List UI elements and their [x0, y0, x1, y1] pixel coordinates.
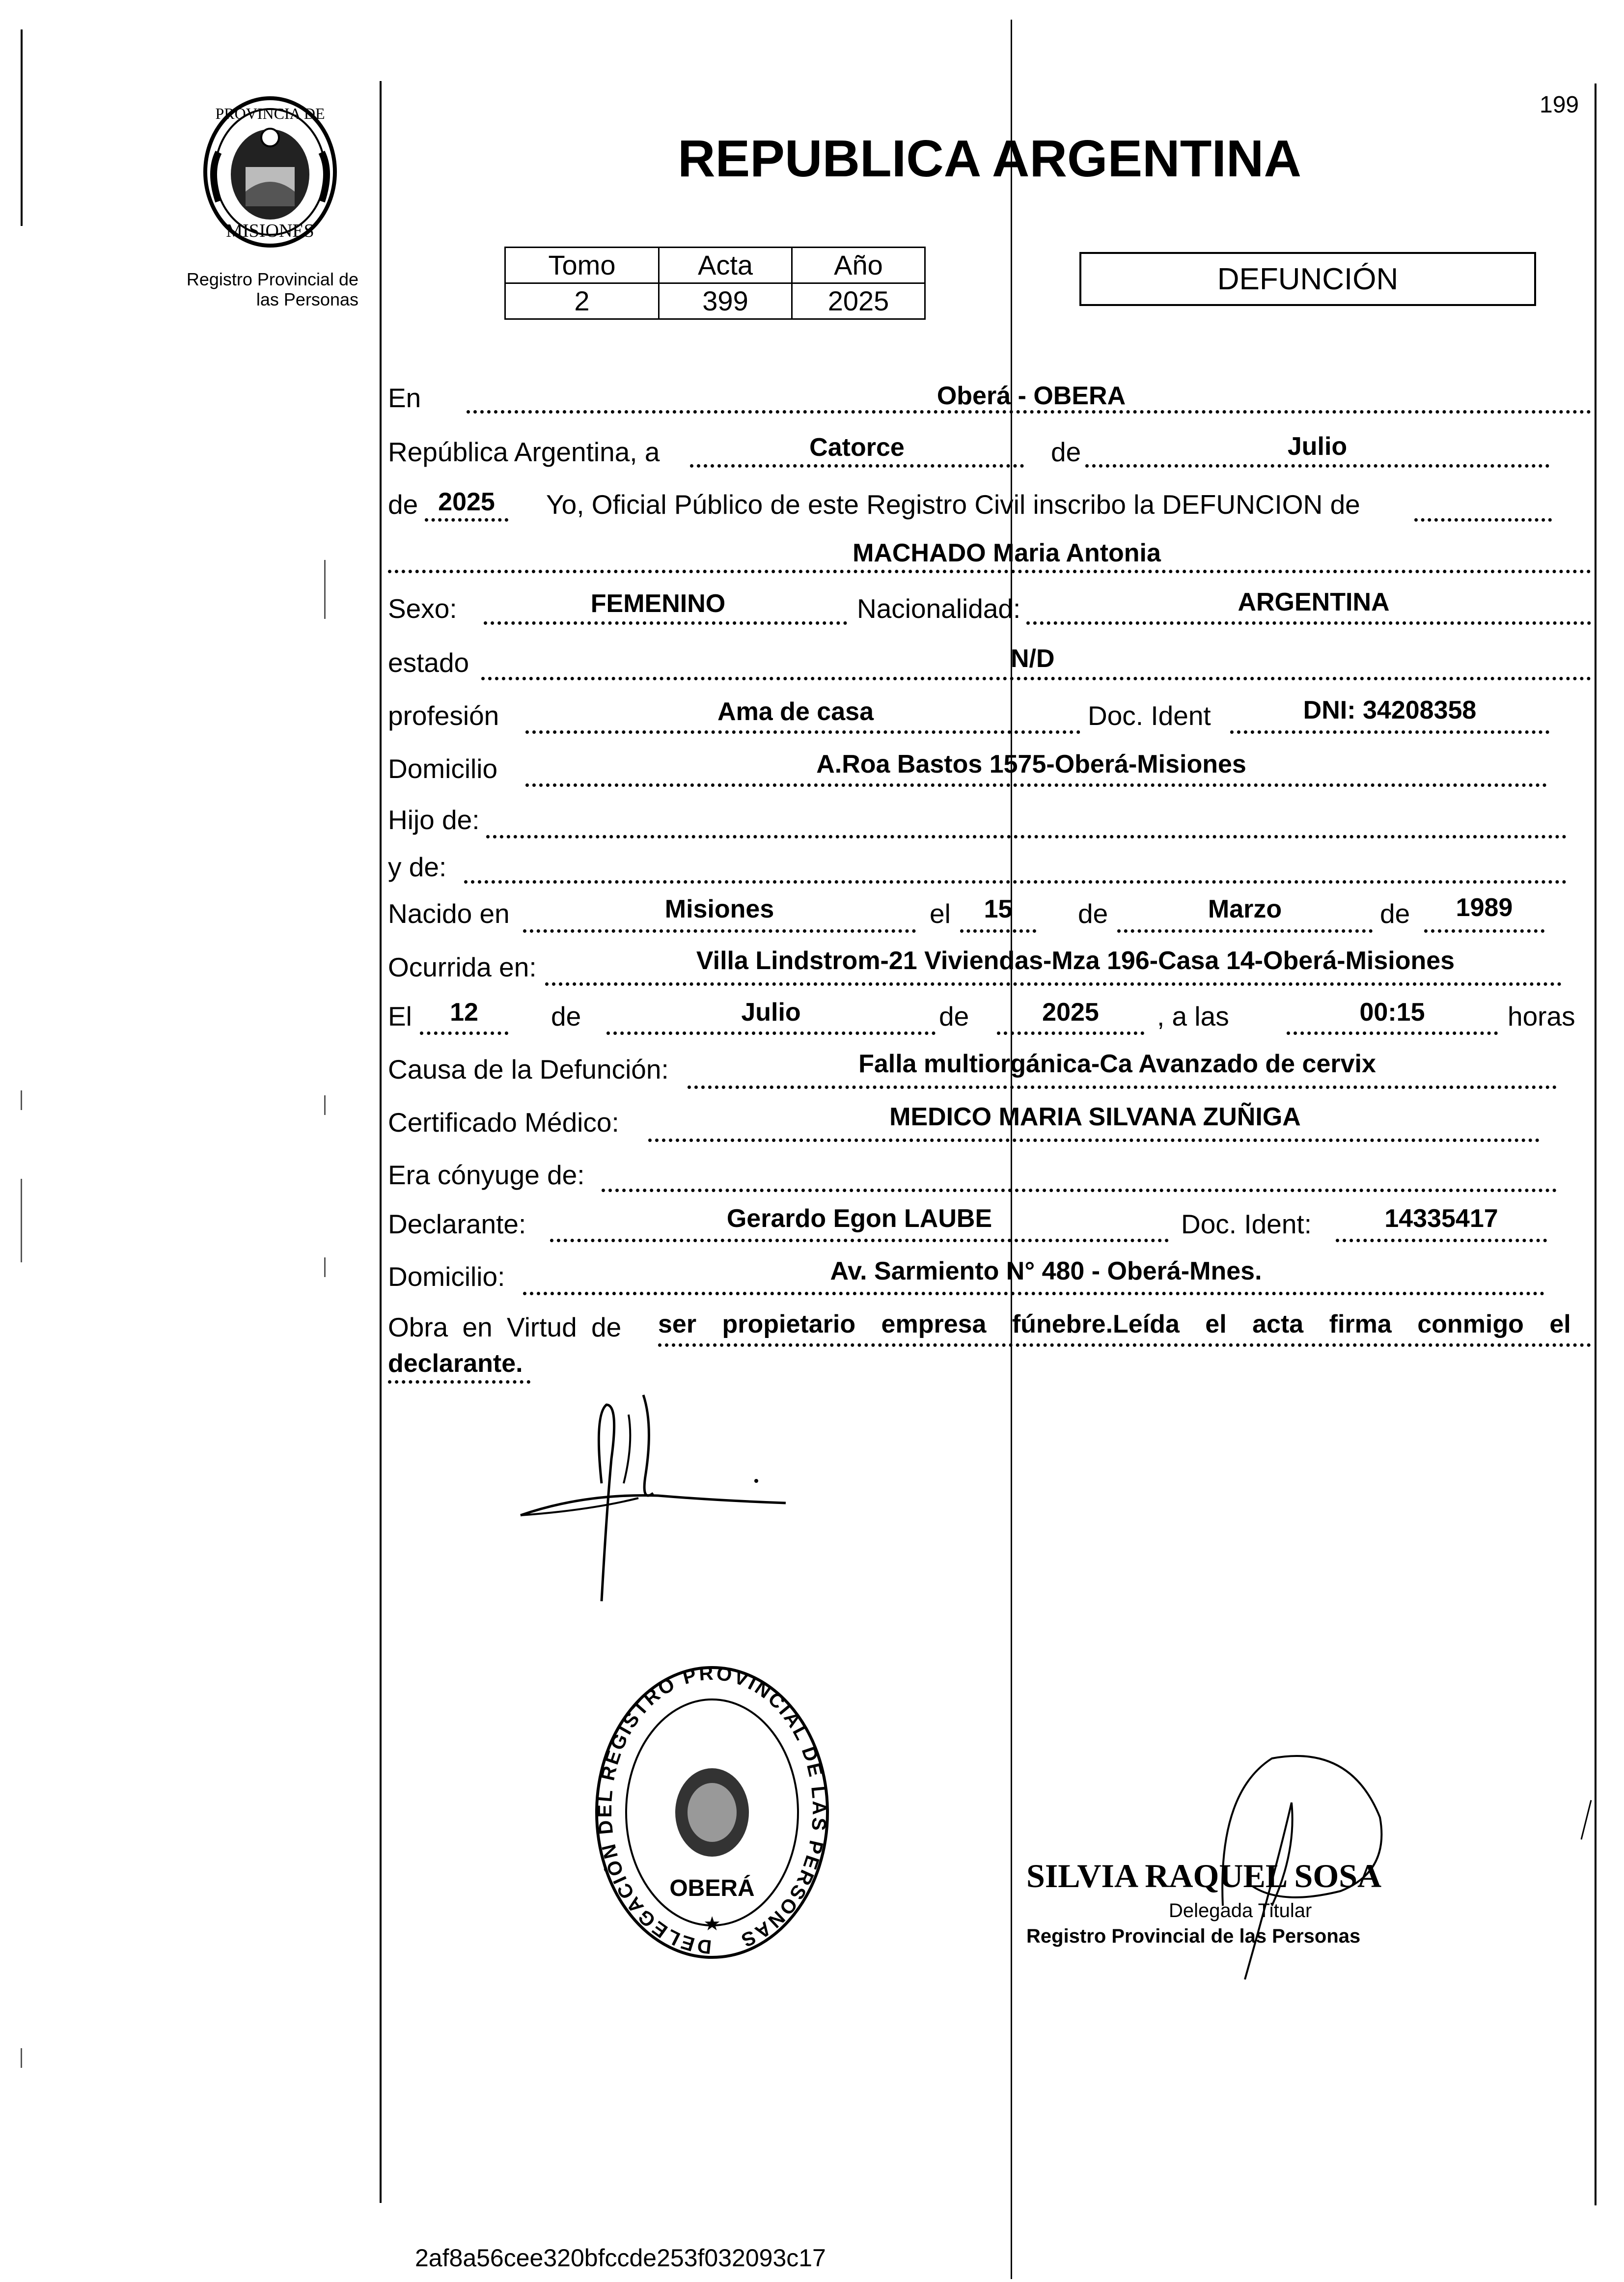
estado-line [481, 677, 1591, 680]
de-label: de [551, 1001, 581, 1031]
acta-value: 399 [659, 283, 792, 319]
el-label: el [930, 898, 951, 929]
record-number-table [504, 247, 926, 320]
obra-line [658, 1343, 1591, 1347]
inscribe-text: Yo, Oficial Público de este Registro Civil inscribo la DEFUNCION de [546, 489, 1360, 520]
de-label: de [1051, 437, 1081, 467]
death-time-line [1287, 1031, 1498, 1035]
birth-month-value: Marzo [1208, 895, 1282, 923]
hijo-line [486, 835, 1567, 838]
inscribe-line-end [1414, 518, 1552, 522]
causa-line [688, 1085, 1557, 1089]
de-label: de [1380, 898, 1410, 929]
day-words-line [690, 464, 1024, 468]
nacido-label: Nacido en [388, 898, 510, 929]
tomo-header: Tomo [505, 248, 659, 283]
sexo-value: FEMENINO [590, 589, 726, 618]
nacido-value: Misiones [664, 895, 774, 923]
doc-ident-label: Doc. Ident: [1181, 1209, 1312, 1239]
death-year-value: 2025 [1042, 998, 1099, 1027]
causa-value: Falla multiorgánica-Ca Avanzado de cervix [858, 1050, 1376, 1078]
certificado-label: Certificado Médico: [388, 1107, 619, 1138]
profesion-line [525, 730, 1080, 734]
declarante-line [550, 1239, 1169, 1242]
y-de-line [464, 880, 1567, 884]
y-de-label: y de: [388, 852, 447, 882]
month-value: Julio [1287, 432, 1348, 461]
name-line [388, 570, 1591, 573]
place-value: Oberá - OBERA [936, 382, 1126, 410]
doc-label: Doc. Ident [1088, 700, 1211, 731]
declarante-doc-line [1336, 1239, 1547, 1242]
conyuge-line [602, 1189, 1557, 1192]
anio-value: 2025 [792, 283, 925, 319]
republic-label: República Argentina, a [388, 437, 660, 467]
death-month-value: Julio [741, 998, 801, 1027]
birth-day-value: 15 [984, 895, 1013, 923]
domicilio-line [525, 783, 1547, 787]
svg-text:OBERÁ: OBERÁ [669, 1875, 755, 1901]
domicilio2-line [523, 1292, 1544, 1295]
acta-header: Acta [659, 248, 792, 283]
ocurrida-label: Ocurrida en: [388, 952, 537, 982]
doc-value: DNI: 34208358 [1303, 696, 1477, 724]
day-words-value: Catorce [809, 433, 905, 462]
el-label: El [388, 1001, 412, 1031]
left-margin-line [21, 29, 23, 226]
conyuge-label: Era cónyuge de: [388, 1160, 585, 1190]
registry-caption: Registro Provincial de las Personas [186, 269, 358, 310]
record-type: DEFUNCIÓN [1217, 262, 1399, 296]
nacionalidad-label: Nacionalidad: [857, 593, 1021, 624]
document-hash: 2af8a56cee320bfccde253f032093c17 [415, 2244, 826, 2272]
margin-tick [324, 1257, 326, 1277]
declarante-label: Declarante: [388, 1209, 526, 1239]
obra-line2 [388, 1380, 530, 1384]
declarante-doc-value: 14335417 [1384, 1204, 1498, 1233]
de-label: de [388, 489, 418, 520]
svg-text:★: ★ [703, 1913, 721, 1935]
horas-label: horas [1508, 1001, 1575, 1031]
estado-value: N/D [1011, 644, 1055, 673]
official-office: Registro Provincial de las Personas [1026, 1925, 1361, 1947]
certificado-line [648, 1139, 1540, 1142]
declarante-value: Gerardo Egon LAUBE [726, 1204, 992, 1233]
anio-header: Año [792, 248, 925, 283]
form-right-border [1595, 83, 1596, 2205]
birth-day-line [960, 929, 1036, 933]
margin-tick [21, 1179, 22, 1262]
month-line [1085, 464, 1549, 468]
en-label: En [388, 383, 421, 413]
de-label: de [939, 1001, 969, 1031]
misiones-coat-of-arms-logo [199, 93, 341, 250]
svg-text:DELEGACIÓN DEL REGISTRO PROVIN: DELEGACIÓN DEL REGISTRO PROVINCIAL DE LAS PERSONAS [594, 1665, 830, 1958]
sexo-label: Sexo: [388, 593, 457, 624]
page-number: 199 [1540, 92, 1579, 118]
certificado-value: MEDICO MARIA SILVANA ZUÑIGA [889, 1103, 1301, 1131]
official-title: Delegada Titular [1169, 1900, 1312, 1921]
svg-text:PROVINCIA DE: PROVINCIA DE [215, 105, 325, 122]
hijo-label: Hijo de: [388, 805, 480, 835]
official-name: SILVIA RAQUEL SOSA [1026, 1857, 1382, 1894]
margin-tick [21, 2048, 22, 2068]
obra-text: ser propietario empresa fúnebre.Leída el acta firma conmigo el [658, 1310, 1571, 1338]
form-left-border [380, 81, 382, 2203]
estado-label: estado [388, 647, 469, 678]
death-month-line [606, 1031, 936, 1035]
death-day-value: 12 [450, 998, 478, 1027]
tomo-value: 2 [505, 283, 659, 319]
domicilio2-label: Domicilio: [388, 1261, 505, 1292]
death-time-value: 00:15 [1359, 998, 1425, 1027]
registry-stamp [594, 1665, 830, 1960]
domicilio-value: A.Roa Bastos 1575-Oberá-Misiones [816, 750, 1246, 779]
declarant-signature [511, 1385, 805, 1621]
doc-line [1230, 730, 1549, 734]
death-day-line [420, 1031, 508, 1035]
a-las-label: , a las [1157, 1001, 1229, 1031]
domicilio2-value: Av. Sarmiento N° 480 - Oberá-Mnes. [830, 1257, 1262, 1285]
margin-tick [21, 1090, 22, 1110]
place-line [467, 410, 1591, 414]
record-type-box [1079, 252, 1536, 306]
profesion-value: Ama de casa [717, 697, 874, 726]
margin-stroke [1576, 1798, 1596, 1842]
page-title: REPUBLICA ARGENTINA [678, 130, 1302, 188]
causa-label: Causa de la Defunción: [388, 1054, 669, 1085]
ocurrida-line [545, 982, 1562, 986]
death-year-line [997, 1031, 1144, 1035]
de-label: de [1078, 898, 1108, 929]
nacionalidad-line [1026, 621, 1591, 625]
birth-month-line [1117, 929, 1373, 933]
ocurrida-value: Villa Lindstrom-21 Viviendas-Mza 196-Casa 14-Oberá-Misiones [696, 946, 1455, 975]
obra-label: Obra en Virtud de [388, 1312, 622, 1342]
birth-year-value: 1989 [1456, 893, 1513, 922]
scan-fold-line [1011, 20, 1012, 2279]
domicilio-label: Domicilio [388, 753, 498, 784]
year-value: 2025 [438, 488, 495, 516]
obra-text2: declarante. [388, 1349, 523, 1378]
year-line [425, 518, 508, 522]
deceased-name: MACHADO Maria Antonia [853, 539, 1161, 567]
margin-tick [324, 1095, 326, 1115]
sexo-line [484, 621, 847, 625]
birth-year-line [1424, 929, 1544, 933]
profesion-label: profesión [388, 700, 499, 731]
svg-text:MISIONES: MISIONES [226, 221, 314, 241]
margin-tick [324, 560, 326, 619]
nacionalidad-value: ARGENTINA [1238, 588, 1390, 616]
nacido-line [523, 929, 916, 933]
